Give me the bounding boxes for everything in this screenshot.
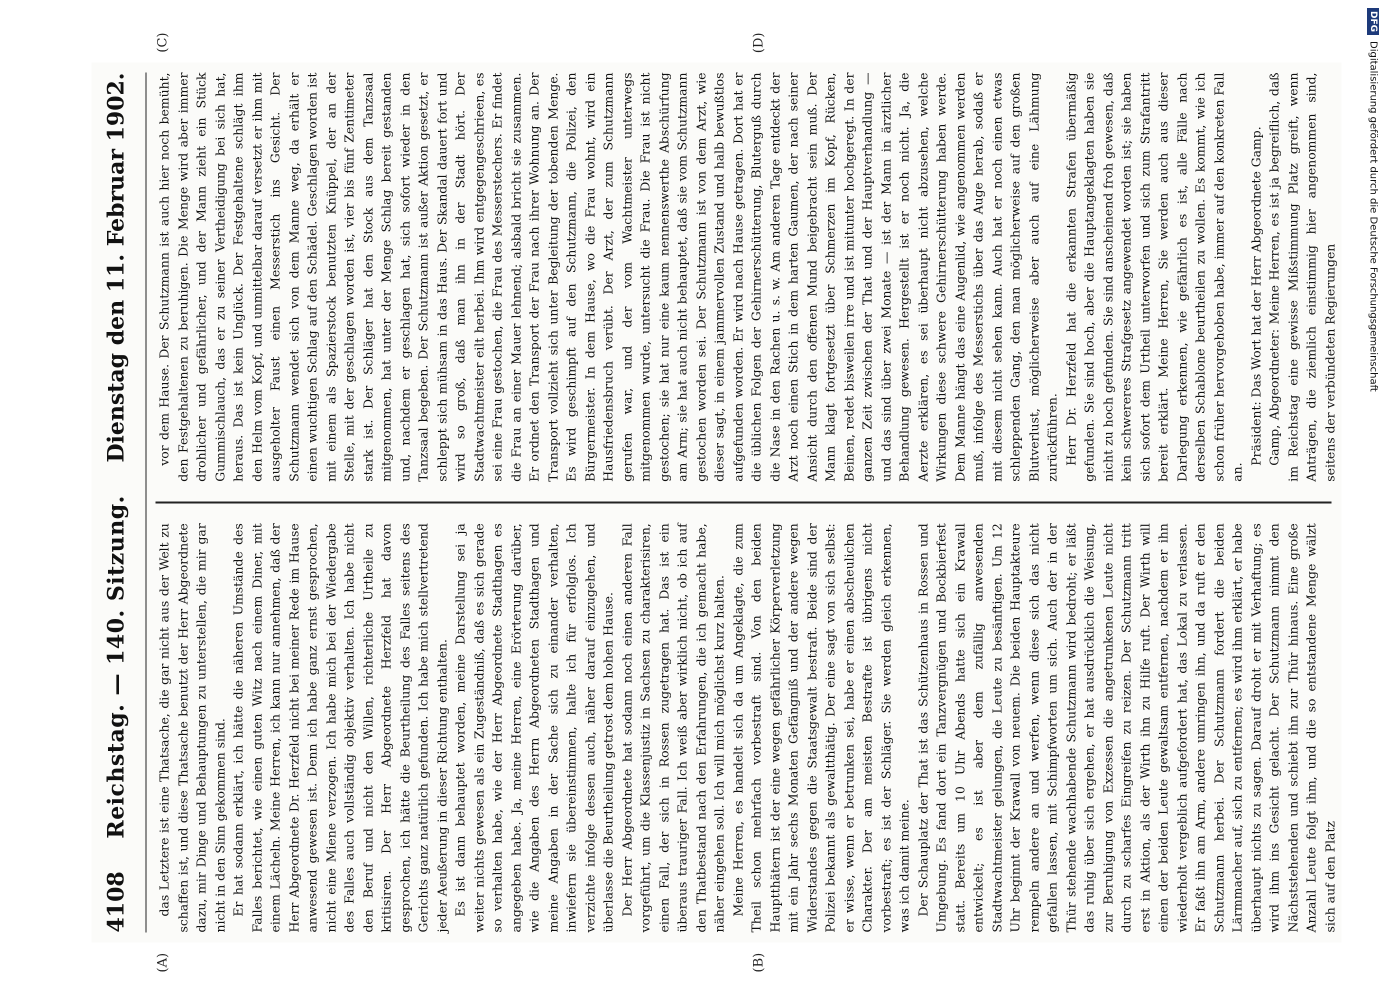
margin-mark-a: (A)	[155, 952, 171, 973]
newspaper-page	[92, 32, 1342, 973]
text-columns	[156, 72, 1337, 933]
column-divider	[156, 502, 1332, 504]
margin-mark-c: (C)	[155, 32, 171, 53]
digitization-text: Digitalisierung gefördert durch die Deutsche Forschungsgemeinschaft	[1367, 41, 1379, 392]
paragraph: Meine Herren, es handelt sich da um Angeklagte, die zum Theil schon mehrfach vorbestraft sind. Von den beiden Hauptthätern ist der eine wegen gefährlicher Körperverletzung mit ein Jahr sechs Monaten Gefängniß und der andere wegen Widerstandes gegen die Staatsgewalt bestraft. Beide sind der Polizei bekannt als gewaltthätig. Der eine sagt von sich selbst: er wisse, wenn er betrunken sei, habe er einen abscheulichen Charakter. Der am meisten Bestrafte ist übrigens nicht vorbestraft; es ist der Schläger. Sie werden gleich erkennen, was ich damit meine.	[730, 523, 912, 933]
paragraph: Er hat sodann erklärt, ich hätte die näheren Umstände des Falles berichtet, wie einen guten Witz nach einem Diner, mit einem Lächeln. Meine Herren, ich kann nur annehmen, daß der Herr Abgeordnete Dr. Herzfeld nicht bei meiner Rede im Hause anwesend gewesen ist. Denn ich habe ganz ernst gesprochen, nicht eine Miene verzogen. Ich habe mich bei der Wiedergabe des Falles auch vollständig objektiv verhalten. Ich habe nicht den Beruf und nicht den Willen, richterliche Urtheile zu kritisiren. Der Herr Abgeordnete Herzfeld hat davon gesprochen, ich hätte die Beurtheilung des Falles seitens des Gerichts ganz natürlich gefunden. Ich habe mich stellvertretend jeder Aeußerung in dieser Richtung enthalten.	[230, 523, 449, 933]
paragraph: Der Herr Abgeordnete hat sodann noch einen anderen Fall vorgeführt, um die Klassenjustiz in Sachsen zu charakterisiren, einen Fall, der sich in Rossen zugetragen hat. Das ist ein überaus trauriger Fall. Ich weiß aber wirklich nicht, ob ich auf den Thatbestand nach den Erfahrungen, die ich gemacht habe, näher eingehen soll. Ich will mich möglichst kurz halten.	[619, 523, 727, 933]
paragraph: Herr Dr. Herzfeld hat die erkannten Strafen übermäßig gefunden. Sie sind hoch, aber die Hauptangeklagten haben sie nicht zu hoch gefunden. Sie sind anscheinend froh gewesen, daß kein schwereres Strafgesetz angewendet worden ist; sie haben sich sofort dem Urtheil unterworfen und sich zum Strafantritt bereit erklärt. Meine Herren, Sie werden auch aus dieser Darlegung erkennen, wie gefährlich es ist, alle Fälle nach derselben Schablone beurtheilen zu wollen. Es kommt, wie ich schon früher hervorgehoben habe, immer auf den konkreten Fall an.	[1063, 72, 1245, 482]
margin-mark-b: (B)	[751, 952, 767, 973]
rotated-scan	[0, 1, 1383, 1001]
page-number: 4108	[103, 871, 130, 933]
digitization-notice	[1367, 8, 1379, 392]
left-column	[156, 523, 1337, 933]
paragraph: Präsident: Das Wort hat der Herr Abgeordnete Gamp.	[1248, 126, 1263, 466]
paragraph: Der Schauplatz der That ist das Schützenhaus in Rossen und Umgebung. Es fand dort ein Tanzvergnügen und Bockbierfest statt. Bereits um 10 Uhr Abends hatte sich ein Krawall entwickelt; es ist aber dem zufällig anwesenden Stadtwachtmeister gelungen, die Leute zu besänftigen. Um 12 Uhr beginnt der Krawall von neuem. Die beiden Hauptakteure rempeln andere an und werfen, wenn diese sich das nicht gefallen lassen, mit Schimpfworten um sich. Auch der in der Thür stehende wachhabende Schutzmann wird bedroht; er läßt das ruhig über sich ergehen, er hat ausdrücklich die Weisung, zur Beruhigung von Exzessen die angetrunkenen Leute nicht durch zu scharfes Eingreifen zu reizen. Der Schutzmann tritt erst in Aktion, als der Wirth ihn zu Hilfe ruft. Der Wirth will einen der beiden Leute gewaltsam entfernen, nachdem er ihn wiederholt vergeblich aufgefordert hat, das Lokal zu verlassen. Er faßt ihn am Arm, andere umringen ihn, und da ruft er den Schutzmann herbei. Der Schutzmann fordert die beiden Lärmmacher auf, sich zu entfernen; es wird ihm erklärt, er habe überhaupt nichts zu sagen. Darauf droht er mit Verhaftung; es wird ihm ins Gesicht gelacht. Der Schutzmann nimmt den Nächststehenden und schiebt ihn zur Thür hinaus. Eine große Anzahl Leute folgt ihm, und die so entstandene Menge wälzt sich auf den Platz	[915, 523, 1337, 933]
paragraph: vor dem Hause. Der Schutzmann ist auch hier noch bemüht, den Festgehaltenen zu beruhigen. Die Menge wird aber immer drohlicher und gefährlicher, und der Mann zieht ein Stück Gummischlauch, das er zu seiner Vertheidigung bei sich hat, heraus. Das ist kein Unglück. Der Festgehaltene schlägt ihm den Helm vom Kopf, und unmittelbar darauf versetzt er ihm mit ausgeholter Faust einen Messerstich ins Gesicht. Der Schutzmann wendet sich von dem Manne weg, da erhält er einen wuchtigen Schlag auf den Schädel. Geschlagen worden ist mit einem als Spazierstock benutzten Knüppel, der an der Stelle, mit der geschlagen worden ist, vier bis fünf Zentimeter stark ist. Der Schläger hat den Stock aus dem Tanzsaal mitgenommen, hat unter der Menge Schlag bereit gestanden und, nachdem er geschlagen hat, sich sofort wieder in den Tanzsaal begeben. Der Schutzmann ist außer Aktion gesetzt, er schleppt sich mühsam in das Haus. Der Skandal dauert fort und wird so groß, daß man ihn in der Stadt hört. Der Stadtwachtmeister eilt herbei. Ihm wird entgegengeschrieen, es sei eine Frau gestochen, die Frau des Messerstechers. Er findet die Frau an einer Mauer lehnend; alsbald bricht sie zusammen. Er ordnet den Transport der Frau nach ihrer Wohnung an. Der Transport vollzieht sich unter Begleitung der tobenden Menge. Es wird geschimpft auf den Schutzmann, die Polizei, den Bürgermeister. In dem Hause, wo die Frau wohnt, wird ein Hausfriedensbruch verübt. Der Arzt, der zum Schutzmann gerufen war, und der vom Wachtmeister unterwegs mitgenommen wurde, untersucht die Frau. Die Frau ist nicht gestochen; sie hat nur eine kaum nennenswerthe Abschürfung am Arm; sie hat auch nicht behauptet, daß sie vom Schutzmann gestochen worden sei. Der Schutzmann ist von dem Arzt, wie dieser sagt, in einem jammervollen Zustand und halb bewußtlos aufgefunden worden. Er wird nach Hause getragen. Dort hat er die üblichen Folgen der Gehirnerschütterung, Bluterguß durch die Nase in den Rachen u. s. w. Am anderen Tage entdeckt der Arzt noch einen Stich in dem harten Gaumen, der nach seiner Ansicht durch den offenen Mund beigebracht sein muß. Der Mann klagt fortgesetzt über Schmerzen im Kopf, Rücken, Beinen, redet bisweilen irre und ist mitunter hochgeregt. In der ganzen Zeit zwischen der That und der Hauptverhandlung — und das sind über zwei Monate — ist der Mann in ärztlicher Behandlung gewesen. Hergestellt ist er noch nicht. Ja, die Aerzte erklären, es sei überhaupt nicht abzusehen, welche Wirkungen diese schwere Gehirnerschütterung haben werde. Dem Manne hängt das eine Augenlid, wie angenommen werden muß, infolge des Messerstichs über das Auge herab, sodaß er mit diesem nicht sehen kann. Auch hat er noch einen etwas schleppenden Gang, den man möglicherweise auf den großen Blutverlust, möglicherweise aber auch auf eine Lähmung zurückführen.	[156, 72, 1060, 482]
margin-mark-d: (D)	[751, 32, 767, 54]
dfg-logo: DFG	[1367, 8, 1379, 35]
paragraph: Gamp, Abgeordneter: Meine Herren, es ist ja begreiflich, daß im Reichstag eine gewisse Mißstimmung Platz greift, wenn Anträgen, die ziemlich einstimmig hier angenommen sind, seitens der verbündeten Regierungen	[1266, 72, 1337, 482]
paragraph: das Letztere ist eine Thatsache, die gar nicht aus der Welt zu schaffen ist, und diese Thatsache benutzt der Herr Abgeordnete dazu, mir Dinge und Behauptungen zu unterstellen, die mir gar nicht in den Sinn gekommen sind.	[156, 523, 227, 933]
session-title: Reichstag. — 140. Sitzung.	[103, 495, 130, 839]
page-header	[104, 73, 147, 933]
paragraph: Es ist dann behauptet worden, meine Darstellung sei ja weiter nichts gewesen als ein Zugeständniß, daß es sich gerade so verhalten habe, wie der Herr Abgeordnete Stadthagen es angegeben habe. Ja, meine Herren, eine Erörterung darüber, wie die Angaben des Herrn Abgeordneten Stadthagen und meine Angaben in der Sache sich zu einander verhalten, inwiefern sie übereinstimmen, halte ich für erfolglos. Ich verzichte infolge dessen auch, näher darauf einzugehen, und überlasse die Beurtheilung getrost dem hohen Hause.	[452, 523, 616, 933]
right-column	[156, 72, 1337, 482]
session-date: Dienstag den 11. Februar 1902.	[103, 72, 130, 463]
